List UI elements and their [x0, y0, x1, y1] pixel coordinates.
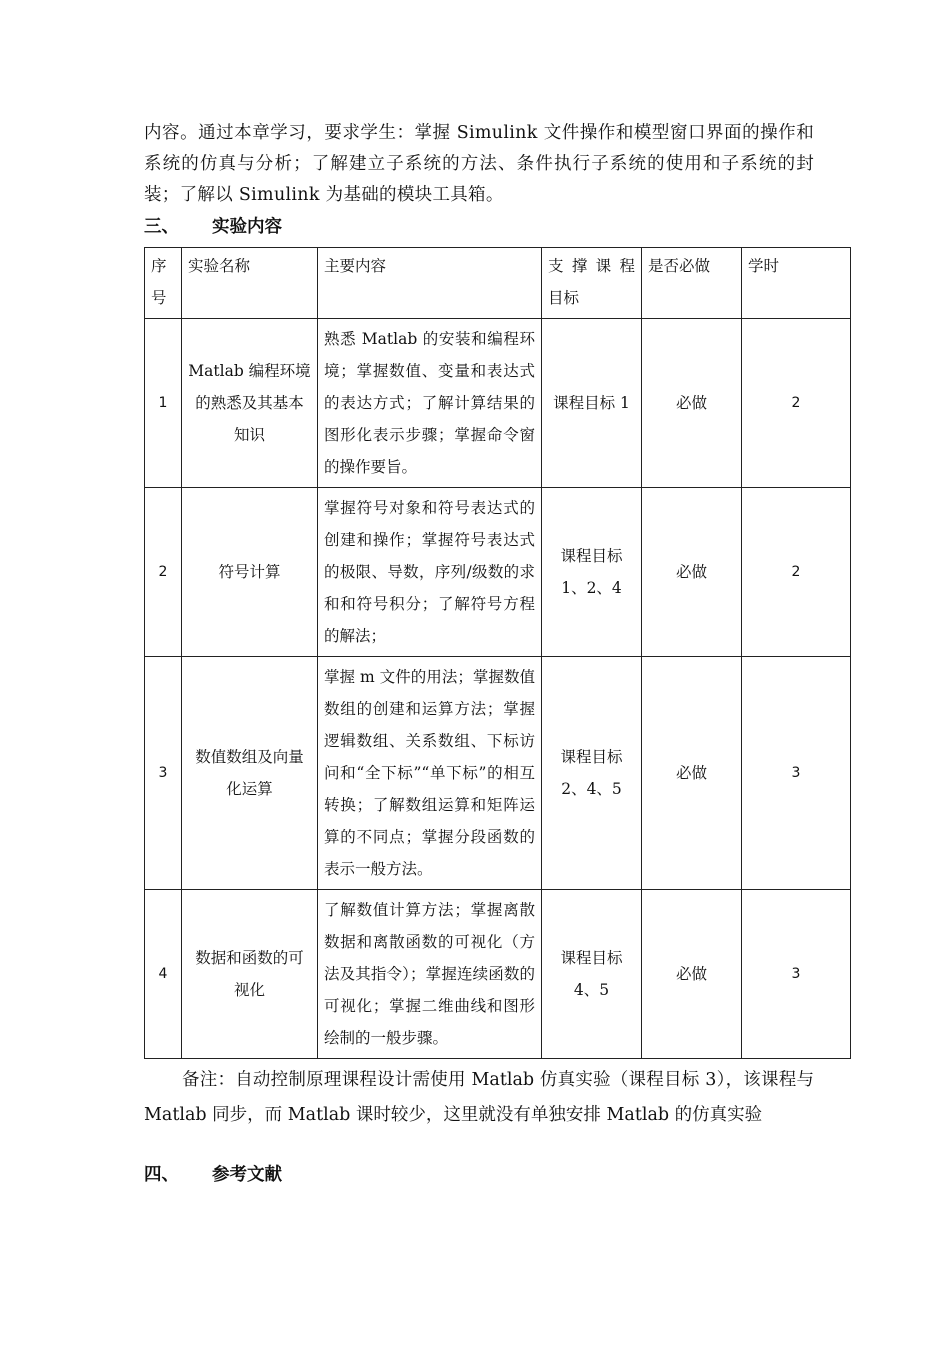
header-content: 主要内容: [318, 248, 542, 319]
row-name: 数值数组及向量化运算: [182, 657, 318, 890]
row-required: 必做: [642, 657, 742, 890]
section-title: 参考文献: [212, 1165, 282, 1185]
row-goal: 课程目标 1、2、4: [542, 488, 642, 657]
table-row: [145, 488, 851, 657]
row-content: 掌握符号对象和符号表达式的创建和操作；掌握符号表达式的极限、导数，序列/级数的求和和符号积分；了解符号方程的解法；: [318, 488, 542, 657]
experiment-table: [144, 247, 851, 1059]
row-no: 2: [145, 488, 182, 657]
intro-paragraph: 内容。通过本章学习，要求学生：掌握 Simulink 文件操作和模型窗口界面的操作和系统的仿真与分析；了解建立子系统的方法、条件执行子系统的使用和子系统的封装；了解以 Simulink 为基础的模块工具箱。: [144, 123, 814, 205]
row-required: 必做: [642, 488, 742, 657]
section-number: 三、: [144, 217, 179, 237]
section-heading-references: [144, 1163, 814, 1187]
section-heading-experiments: [144, 215, 814, 239]
section-title: 实验内容: [212, 217, 282, 237]
section-number: 四、: [144, 1165, 179, 1185]
header-hours: 学时: [742, 248, 851, 319]
header-name: 实验名称: [182, 248, 318, 319]
row-no: 1: [145, 319, 182, 488]
row-goal: 课程目标 4、5: [542, 890, 642, 1059]
table-row: [145, 657, 851, 890]
row-goal: 课程目标 2、4、5: [542, 657, 642, 890]
row-content: 掌握 m 文件的用法；掌握数值数组的创建和运算方法；掌握逻辑数组、关系数组、下标访问和“全下标”“单下标”的相互转换；了解数组运算和矩阵运算的不同点；掌握分段函数的表示一般方法。: [318, 657, 542, 890]
table-row: [145, 890, 851, 1059]
document-page: [144, 118, 814, 1195]
row-no: 4: [145, 890, 182, 1059]
row-hours: 3: [742, 890, 851, 1059]
row-name: Matlab 编程环境的熟悉及其基本知识: [182, 319, 318, 488]
row-content: 熟悉 Matlab 的安装和编程环境；掌握数值、变量和表达式的表达方式；了解计算结果的图形化表示步骤；掌握命令窗的操作要旨。: [318, 319, 542, 488]
row-hours: 2: [742, 488, 851, 657]
table-header-row: [145, 248, 851, 319]
row-content: 了解数值计算方法；掌握离散数据和离散函数的可视化（方法及其指令）；掌握连续函数的可视化；掌握二维曲线和图形绘制的一般步骤。: [318, 890, 542, 1059]
header-required: 是否必做: [642, 248, 742, 319]
row-required: 必做: [642, 890, 742, 1059]
row-hours: 2: [742, 319, 851, 488]
table-note: 备注：自动控制原理课程设计需使用 Matlab 仿真实验（课程目标 3），该课程与 Matlab 同步，而 Matlab 课时较少，这里就没有单独安排 Matlab 的仿真实验: [144, 1070, 814, 1125]
table-row: [145, 319, 851, 488]
row-no: 3: [145, 657, 182, 890]
row-name: 符号计算: [182, 488, 318, 657]
row-name: 数据和函数的可视化: [182, 890, 318, 1059]
header-goal: 支 撑 课 程目标: [542, 248, 642, 319]
row-hours: 3: [742, 657, 851, 890]
header-no: 序号: [145, 248, 182, 319]
row-goal: 课程目标 1: [542, 319, 642, 488]
row-required: 必做: [642, 319, 742, 488]
